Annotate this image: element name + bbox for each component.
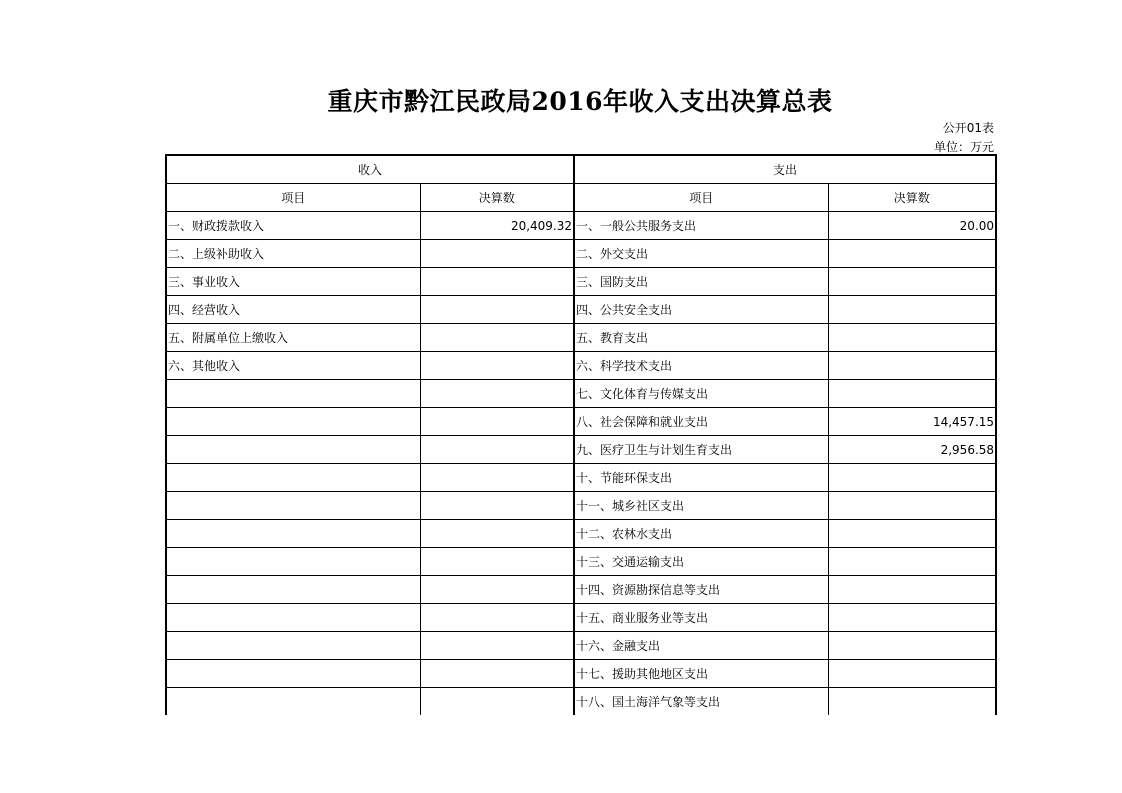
income-amount-header: 决算数 — [420, 184, 574, 212]
expense-item-cell: 七、文化体育与传媒支出 — [574, 380, 828, 408]
expense-item-cell: 二、外交支出 — [574, 240, 828, 268]
income-amount-cell — [420, 576, 574, 604]
table-row — [166, 268, 996, 296]
income-item-cell — [166, 436, 420, 464]
expense-amount-cell — [828, 380, 996, 408]
expense-item-cell: 十二、农林水支出 — [574, 520, 828, 548]
expense-amount-header: 决算数 — [828, 184, 996, 212]
expense-amount-cell — [828, 548, 996, 576]
expense-amount-cell: 14,457.15 — [828, 408, 996, 436]
table-column-header — [166, 184, 996, 212]
expense-item-cell: 十、节能环保支出 — [574, 464, 828, 492]
income-item-cell — [166, 520, 420, 548]
table-row — [166, 660, 996, 688]
income-item-cell — [166, 408, 420, 436]
expense-header: 支出 — [574, 155, 996, 184]
form-number: 公开01表 — [942, 121, 994, 135]
income-item-cell — [166, 632, 420, 660]
table-row — [166, 436, 996, 464]
income-amount-cell — [420, 352, 574, 380]
income-amount-cell — [420, 380, 574, 408]
table-row — [166, 408, 996, 436]
expense-item-cell: 三、国防支出 — [574, 268, 828, 296]
income-amount-cell — [420, 632, 574, 660]
income-item-cell: 六、其他收入 — [166, 352, 420, 380]
expense-item-cell: 十三、交通运输支出 — [574, 548, 828, 576]
expense-amount-cell — [828, 660, 996, 688]
table-row — [166, 576, 996, 604]
expense-amount-cell: 2,956.58 — [828, 436, 996, 464]
income-item-cell — [166, 604, 420, 632]
income-amount-cell — [420, 324, 574, 352]
income-item-cell — [166, 548, 420, 576]
table-row — [166, 324, 996, 352]
expense-item-cell: 一、一般公共服务支出 — [574, 212, 828, 240]
expense-amount-cell: 20.00 — [828, 212, 996, 240]
income-amount-cell — [420, 660, 574, 688]
table-section-header — [166, 155, 996, 184]
table-row — [166, 520, 996, 548]
income-item-cell — [166, 464, 420, 492]
expense-amount-cell — [828, 296, 996, 324]
table-row — [166, 212, 996, 240]
expense-amount-cell — [828, 268, 996, 296]
income-header: 收入 — [166, 155, 574, 184]
expense-amount-cell — [828, 492, 996, 520]
expense-item-cell: 十七、援助其他地区支出 — [574, 660, 828, 688]
income-item-header: 项目 — [166, 184, 420, 212]
table-row — [166, 240, 996, 268]
income-item-cell: 三、事业收入 — [166, 268, 420, 296]
expense-amount-cell — [828, 464, 996, 492]
budget-table — [165, 154, 997, 715]
income-amount-cell — [420, 464, 574, 492]
page-title: 重庆市黔江民政局2016年收入支出决算总表 — [327, 87, 833, 116]
unit-label: 单位：万元 — [933, 140, 994, 154]
table-row — [166, 548, 996, 576]
expense-item-cell: 十六、金融支出 — [574, 632, 828, 660]
table-row — [166, 380, 996, 408]
income-item-cell: 五、附属单位上缴收入 — [166, 324, 420, 352]
table-row — [166, 604, 996, 632]
expense-item-cell: 十五、商业服务业等支出 — [574, 604, 828, 632]
income-amount-cell — [420, 520, 574, 548]
expense-item-cell: 十一、城乡社区支出 — [574, 492, 828, 520]
table-row — [166, 296, 996, 324]
income-item-cell: 四、经营收入 — [166, 296, 420, 324]
expense-item-cell: 四、公共安全支出 — [574, 296, 828, 324]
expense-item-cell: 十四、资源勘探信息等支出 — [574, 576, 828, 604]
table-row — [166, 352, 996, 380]
expense-item-cell: 六、科学技术支出 — [574, 352, 828, 380]
table-row — [166, 492, 996, 520]
income-amount-cell — [420, 436, 574, 464]
expense-amount-cell — [828, 576, 996, 604]
income-item-cell — [166, 492, 420, 520]
expense-item-cell: 八、社会保障和就业支出 — [574, 408, 828, 436]
expense-item-cell: 九、医疗卫生与计划生育支出 — [574, 436, 828, 464]
income-amount-cell — [420, 688, 574, 716]
income-amount-cell: 20,409.32 — [420, 212, 574, 240]
expense-amount-cell — [828, 632, 996, 660]
expense-amount-cell — [828, 324, 996, 352]
income-amount-cell — [420, 604, 574, 632]
income-item-cell: 二、上级补助收入 — [166, 240, 420, 268]
expense-amount-cell — [828, 240, 996, 268]
expense-amount-cell — [828, 688, 996, 716]
expense-amount-cell — [828, 604, 996, 632]
table-row — [166, 464, 996, 492]
income-amount-cell — [420, 296, 574, 324]
income-amount-cell — [420, 492, 574, 520]
income-item-cell — [166, 688, 420, 716]
income-amount-cell — [420, 548, 574, 576]
expense-item-cell: 五、教育支出 — [574, 324, 828, 352]
table-row — [166, 632, 996, 660]
expense-item-cell: 十八、国土海洋气象等支出 — [574, 688, 828, 716]
expense-item-header: 项目 — [574, 184, 828, 212]
income-item-cell — [166, 660, 420, 688]
income-amount-cell — [420, 268, 574, 296]
expense-amount-cell — [828, 520, 996, 548]
income-item-cell — [166, 380, 420, 408]
income-item-cell: 一、财政拨款收入 — [166, 212, 420, 240]
income-amount-cell — [420, 240, 574, 268]
income-amount-cell — [420, 408, 574, 436]
expense-amount-cell — [828, 352, 996, 380]
income-item-cell — [166, 576, 420, 604]
table-row — [166, 688, 996, 716]
